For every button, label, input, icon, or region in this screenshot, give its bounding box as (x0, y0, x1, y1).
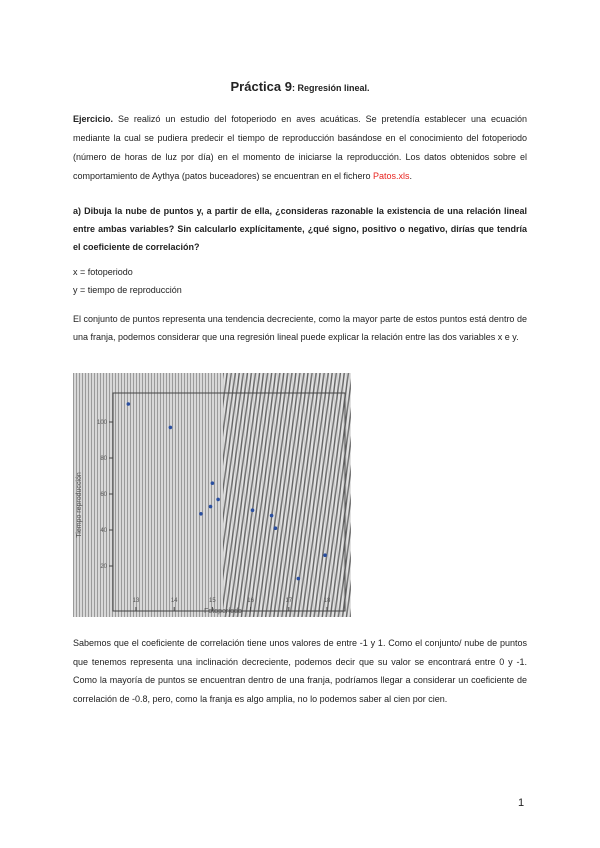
data-point (216, 498, 220, 502)
data-point (297, 577, 301, 581)
variable-y: y = tiempo de reproducción (73, 284, 182, 295)
exercise-text: Se realizó un estudio del fotoperiodo en aves acuáticas. Se pretendía establecer una ecuación mediante la cual se pudiera predecir el tiempo de reproducción basándose en el conocimiento del fotoperiodo (número de horas de luz por día) en el momento de iniciarse la reproducción. Los datos obtenidos sobre el comportamiento de Aythya (patos buceadores) se encuentran en el fichero (73, 114, 527, 181)
data-point (211, 481, 215, 485)
y-tick-label: 40 (100, 528, 107, 534)
x-tick-label: 14 (170, 598, 178, 604)
y-tick-label: 20 (100, 564, 107, 570)
data-point (169, 426, 173, 430)
y-tick-label: 60 (100, 492, 107, 498)
exercise-end: . (409, 171, 413, 181)
scatter-plot (73, 373, 351, 617)
data-point (199, 512, 203, 516)
data-point (127, 402, 131, 406)
data-point (274, 526, 278, 530)
page-title (0, 78, 600, 96)
page-number: 1 (518, 797, 525, 809)
data-point (209, 505, 213, 509)
exercise-paragraph (73, 110, 527, 186)
file-link[interactable]: Patos.xls (373, 171, 410, 181)
answer-paragraph-2: Sabemos que el coeficiente de correlación tiene unos valores de entre -1 y 1. Como el conjunto/ nube de puntos que tenemos representa una inclinación decreciente, podemos decir que su valor se encontrará entre 0 y -1. Como la mayoría de puntos se encuentran dentro de una franja, podríamos llegar a considerar un coeficiente de correlación de -0.8, pero, como la franja es algo amplia, no lo podemos saber al cien por cien. (73, 638, 527, 705)
exercise-label: Ejercicio. (73, 114, 114, 124)
x-tick-label: 13 (132, 598, 140, 604)
scatter-plot-image (73, 373, 351, 617)
y-tick-label: 100 (96, 420, 107, 426)
scan-moire (223, 373, 351, 617)
x-tick-label: 18 (323, 598, 331, 604)
x-tick-label: 15 (209, 598, 216, 604)
data-point (270, 514, 274, 518)
data-point (323, 553, 327, 557)
title-sub: : Regresión lineal. (291, 83, 370, 93)
variable-x: x = fotoperiodo (73, 267, 133, 277)
data-point (251, 508, 255, 512)
y-axis-label: Tiempo reproducción (76, 472, 83, 538)
x-tick-label: 17 (285, 598, 293, 604)
answer-paragraph-1: El conjunto de puntos representa una tendencia decreciente, como la mayor parte de estos puntos está dentro de una franja, podemos considerar que una regresión lineal puede explicar la relación entre las dos variables x e y. (73, 314, 527, 342)
y-tick-label: 80 (100, 456, 107, 462)
x-tick-label: 16 (247, 598, 254, 604)
x-axis-label: Fotoperíodo (204, 608, 242, 615)
question-a: a) Dibuja la nube de puntos y, a partir de ella, ¿consideras razonable la existencia de una relación lineal entre ambas variables? Sin calcularlo explícitamente, ¿qué signo, positivo o negativo, dirías que tendría el coeficiente de correlación? (73, 206, 527, 252)
title-main: Práctica 9 (230, 79, 292, 94)
variables (73, 264, 527, 299)
